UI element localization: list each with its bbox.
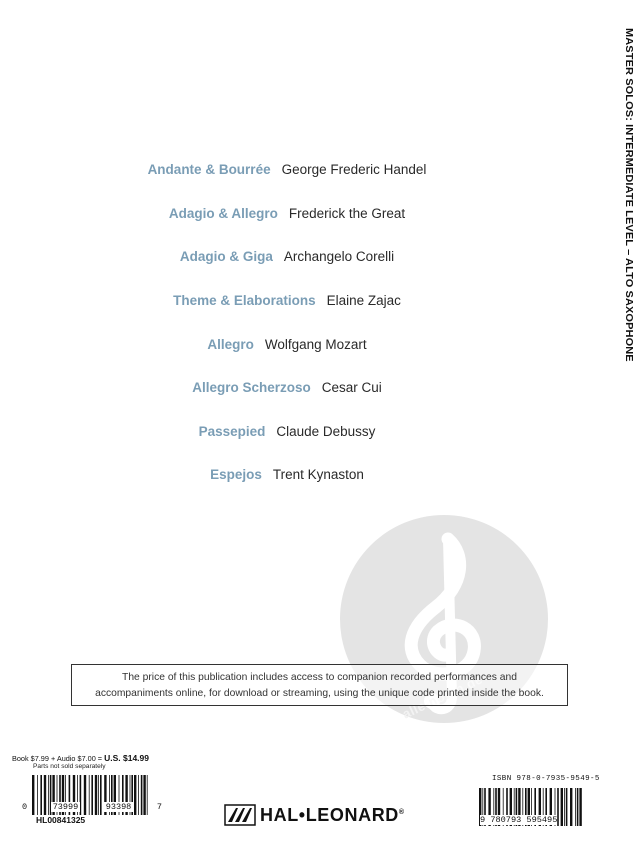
contents-list	[0, 148, 574, 497]
hal-leonard-logo-icon	[224, 804, 256, 826]
notice-line: The price of this publication includes access to companion recorded performances and	[122, 672, 517, 683]
piece-title: Adagio & Giga	[179, 249, 273, 265]
upc-digit-group: 73999	[52, 802, 79, 812]
upc-digits	[22, 802, 162, 812]
contents-row	[0, 410, 574, 454]
notice-box	[71, 664, 568, 706]
barcode-bar	[575, 788, 576, 826]
publisher-logo	[224, 804, 405, 826]
barcode-bar	[579, 788, 581, 826]
notice-line: accompaniments online, for download or streaming, using the unique code printed inside the book.	[95, 688, 544, 699]
piece-title: Adagio & Allegro	[168, 205, 278, 221]
contents-row	[0, 279, 574, 323]
contents-row	[0, 366, 574, 410]
composer-name: Cesar Cui	[321, 380, 382, 396]
piece-title: Allegro	[207, 336, 254, 352]
piece-title: Allegro Scherzoso	[192, 380, 311, 396]
contents-row	[0, 192, 574, 236]
contents-row	[0, 235, 574, 279]
isbn-number: ISBN 978-0-7935-9549-5	[492, 775, 600, 783]
upc-digit-group: 0	[22, 802, 28, 812]
parts-note: Parts not sold separately	[33, 763, 106, 770]
ean-digits: 9 780793 595495	[480, 815, 558, 825]
piece-title: Espejos	[210, 467, 262, 483]
piece-title: Andante & Bourrée	[147, 162, 271, 178]
price-line	[12, 753, 149, 763]
barcode-bar	[557, 788, 559, 826]
barcode-bar	[564, 788, 565, 826]
spine-title: MASTER SOLOS: INTERMEDIATE LEVEL – ALTO SAXOPHONE	[623, 28, 634, 362]
us-price: U.S. $14.99	[104, 753, 149, 763]
barcode-bar	[566, 788, 568, 826]
composer-name: Elaine Zajac	[326, 293, 401, 309]
contents-row	[0, 453, 574, 497]
contents-row	[0, 322, 574, 366]
publisher-name	[260, 805, 405, 826]
publisher-name-text: HAL•LEONARD	[260, 804, 399, 825]
upc-digit-group: 7	[156, 802, 162, 812]
barcode-bar	[570, 788, 572, 826]
piece-title: Passepied	[198, 423, 266, 439]
barcode-bar	[577, 788, 579, 826]
composer-name: George Frederic Handel	[281, 162, 427, 178]
registered-mark: ®	[398, 808, 405, 816]
composer-name: Archangelo Corelli	[283, 249, 395, 265]
item-code: HL00841325	[36, 815, 86, 825]
contents-row	[0, 148, 574, 192]
price-breakdown: Book $7.99 + Audio $7.00 =	[12, 754, 105, 763]
composer-name: Wolfgang Mozart	[264, 336, 367, 352]
piece-title: Theme & Elaborations	[173, 293, 316, 309]
barcode-bar	[561, 788, 563, 826]
composer-name: Claude Debussy	[276, 423, 376, 439]
composer-name: Trent Kynaston	[272, 467, 364, 483]
composer-name: Frederick the Great	[288, 205, 406, 221]
upc-digit-group: 93398	[105, 802, 132, 812]
